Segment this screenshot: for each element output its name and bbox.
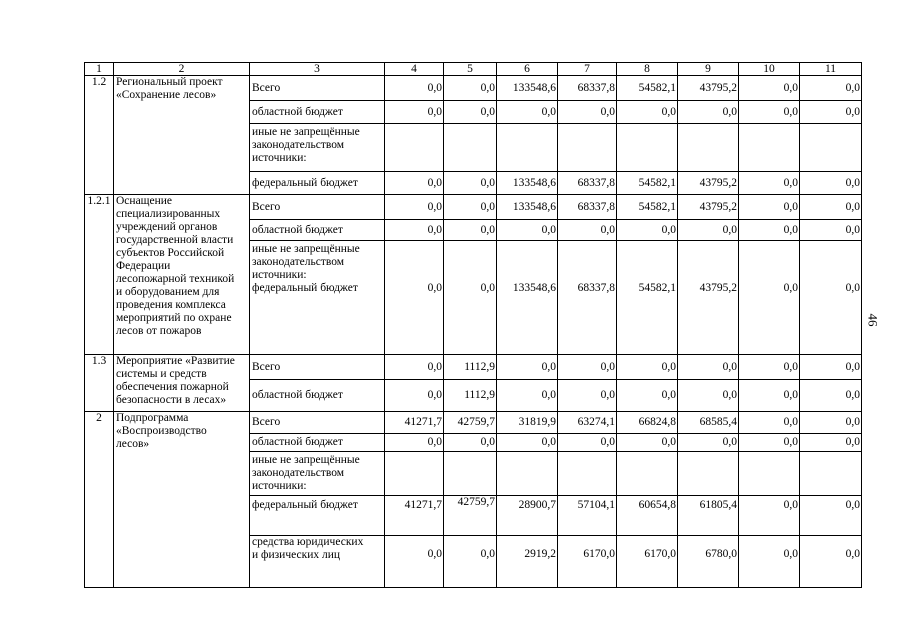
cell-value: 133548,6: [497, 195, 558, 220]
row-label: областной бюджет: [250, 220, 385, 241]
cell-value: 0,0: [558, 101, 617, 124]
cell-value: 0,0: [385, 241, 444, 355]
column-number: 11: [800, 63, 862, 76]
cell-value: 0,0: [497, 355, 558, 380]
row-label: иные не запрещённые законодательством источники:: [250, 452, 385, 496]
column-number: 10: [739, 63, 800, 76]
cell-value: 0,0: [678, 101, 739, 124]
cell-value: 43795,2: [678, 76, 739, 101]
row-label: иные не запрещённые законодательством источники: федеральный бюджет: [250, 241, 385, 355]
cell-value: 54582,1: [617, 172, 678, 195]
cell-value: 6170,0: [558, 536, 617, 588]
row-label: Всего: [250, 412, 385, 434]
cell-value: 0,0: [800, 241, 862, 355]
table-row: [85, 412, 862, 434]
cell-value: 1112,9: [444, 355, 497, 380]
cell-value: 42759,7: [444, 496, 497, 536]
cell-value: 60654,8: [617, 496, 678, 536]
cell-value: 68337,8: [558, 172, 617, 195]
cell-value: 133548,6: [497, 76, 558, 101]
row-label: областной бюджет: [250, 434, 385, 452]
cell-value: 133548,6: [497, 172, 558, 195]
cell-value: 63274,1: [558, 412, 617, 434]
cell-value: 68337,8: [558, 195, 617, 220]
cell-value: 0,0: [617, 355, 678, 380]
cell-value: 133548,6: [497, 241, 558, 355]
cell-value: 0,0: [444, 195, 497, 220]
column-number: 8: [617, 63, 678, 76]
item-name: Мероприятие «Развитие системы и средств обеспечения пожарной безопасности в лесах»: [114, 355, 250, 412]
cell-value: 0,0: [444, 536, 497, 588]
cell-value: 0,0: [678, 355, 739, 380]
row-label: областной бюджет: [250, 101, 385, 124]
cell-value: 0,0: [385, 536, 444, 588]
row-label: иные не запрещённые законодательством источники:: [250, 124, 385, 172]
column-number: 5: [444, 63, 497, 76]
cell-value: 57104,1: [558, 496, 617, 536]
cell-value: 68585,4: [678, 412, 739, 434]
column-number: 9: [678, 63, 739, 76]
cell-value: 0,0: [617, 101, 678, 124]
cell-value: 0,0: [444, 76, 497, 101]
cell-value: 0,0: [739, 220, 800, 241]
cell-value: 0,0: [739, 172, 800, 195]
row-number: 1.2.1: [85, 195, 114, 355]
cell-value: 1112,9: [444, 380, 497, 412]
column-number: 3: [250, 63, 385, 76]
cell-value: 54582,1: [617, 241, 678, 355]
row-label: Всего: [250, 355, 385, 380]
cell-value: 0,0: [678, 380, 739, 412]
cell-value: 0,0: [444, 172, 497, 195]
row-number: 1.3: [85, 355, 114, 412]
table-row: [85, 355, 862, 380]
cell-value: 0,0: [800, 195, 862, 220]
cell-value: 0,0: [617, 380, 678, 412]
cell-value: 0,0: [444, 220, 497, 241]
cell-value: 0,0: [678, 220, 739, 241]
cell-value: 0,0: [800, 496, 862, 536]
row-label: Всего: [250, 195, 385, 220]
cell-value: 0,0: [385, 220, 444, 241]
cell-value: 43795,2: [678, 241, 739, 355]
page-number: 46: [865, 313, 881, 327]
row-label: областной бюджет: [250, 380, 385, 412]
cell-value: 54582,1: [617, 195, 678, 220]
cell-value: 0,0: [444, 101, 497, 124]
cell-value: 0,0: [444, 434, 497, 452]
cell-value: 0,0: [385, 101, 444, 124]
column-number: 6: [497, 63, 558, 76]
cell-value: 6170,0: [617, 536, 678, 588]
column-number: 1: [85, 63, 114, 76]
cell-value: 0,0: [385, 172, 444, 195]
cell-value: 43795,2: [678, 195, 739, 220]
cell-value: 0,0: [739, 101, 800, 124]
cell-value: 0,0: [739, 412, 800, 434]
row-label: федеральный бюджет: [250, 496, 385, 536]
cell-value: 0,0: [800, 536, 862, 588]
cell-value: 0,0: [385, 355, 444, 380]
cell-value: 0,0: [739, 241, 800, 355]
row-label: Всего: [250, 76, 385, 101]
column-number-row: [85, 63, 862, 76]
column-number: 2: [114, 63, 250, 76]
cell-value: 0,0: [739, 195, 800, 220]
cell-value: 0,0: [739, 76, 800, 101]
cell-value: 0,0: [739, 536, 800, 588]
cell-value: 42759,7: [444, 412, 497, 434]
table-row: [85, 195, 862, 220]
cell-value: 0,0: [497, 380, 558, 412]
cell-value: 0,0: [558, 220, 617, 241]
cell-value: 68337,8: [558, 241, 617, 355]
cell-value: 0,0: [385, 380, 444, 412]
cell-value: 0,0: [558, 434, 617, 452]
cell-value: 0,0: [800, 172, 862, 195]
budget-table: [84, 62, 862, 588]
item-name: Оснащение специализированных учреждений органов государственной власти субъектов Российской Федерации лесопожарной техникой и оборудованием для проведения комплекса мероприятий по охране лесов от пожаров: [114, 195, 250, 355]
cell-value: 0,0: [558, 380, 617, 412]
cell-value: 0,0: [385, 195, 444, 220]
cell-value: 0,0: [800, 380, 862, 412]
cell-value: 0,0: [739, 496, 800, 536]
row-number: 1.2: [85, 76, 114, 195]
cell-value: 0,0: [800, 434, 862, 452]
cell-value: 41271,7: [385, 412, 444, 434]
cell-value: 0,0: [617, 220, 678, 241]
cell-value: 0,0: [497, 220, 558, 241]
cell-value: 31819,9: [497, 412, 558, 434]
cell-value: 0,0: [739, 355, 800, 380]
cell-value: 6780,0: [678, 536, 739, 588]
cell-value: 66824,8: [617, 412, 678, 434]
cell-value: 0,0: [739, 380, 800, 412]
cell-value: 0,0: [617, 434, 678, 452]
cell-value: 0,0: [444, 241, 497, 355]
column-number: 7: [558, 63, 617, 76]
cell-value: 0,0: [800, 220, 862, 241]
cell-value: 0,0: [385, 76, 444, 101]
cell-value: 0,0: [497, 101, 558, 124]
cell-value: 0,0: [497, 434, 558, 452]
row-label: средства юридических и физических лиц: [250, 536, 385, 588]
cell-value: 2919,2: [497, 536, 558, 588]
cell-value: 28900,7: [497, 496, 558, 536]
table-row: [85, 76, 862, 101]
cell-value: 54582,1: [617, 76, 678, 101]
row-label: федеральный бюджет: [250, 172, 385, 195]
cell-value: 61805,4: [678, 496, 739, 536]
cell-value: 41271,7: [385, 496, 444, 536]
cell-value: 0,0: [800, 76, 862, 101]
cell-value: 0,0: [800, 355, 862, 380]
row-number: 2: [85, 412, 114, 588]
cell-value: 0,0: [739, 434, 800, 452]
cell-value: 0,0: [678, 434, 739, 452]
cell-value: 43795,2: [678, 172, 739, 195]
item-name: Подпрограмма «Воспроизводство лесов»: [114, 412, 250, 588]
cell-value: 0,0: [800, 412, 862, 434]
cell-value: 0,0: [558, 355, 617, 380]
cell-value: 0,0: [385, 434, 444, 452]
cell-value: 68337,8: [558, 76, 617, 101]
column-number: 4: [385, 63, 444, 76]
cell-value: 0,0: [800, 101, 862, 124]
item-name: Региональный проект «Сохранение лесов»: [114, 76, 250, 195]
